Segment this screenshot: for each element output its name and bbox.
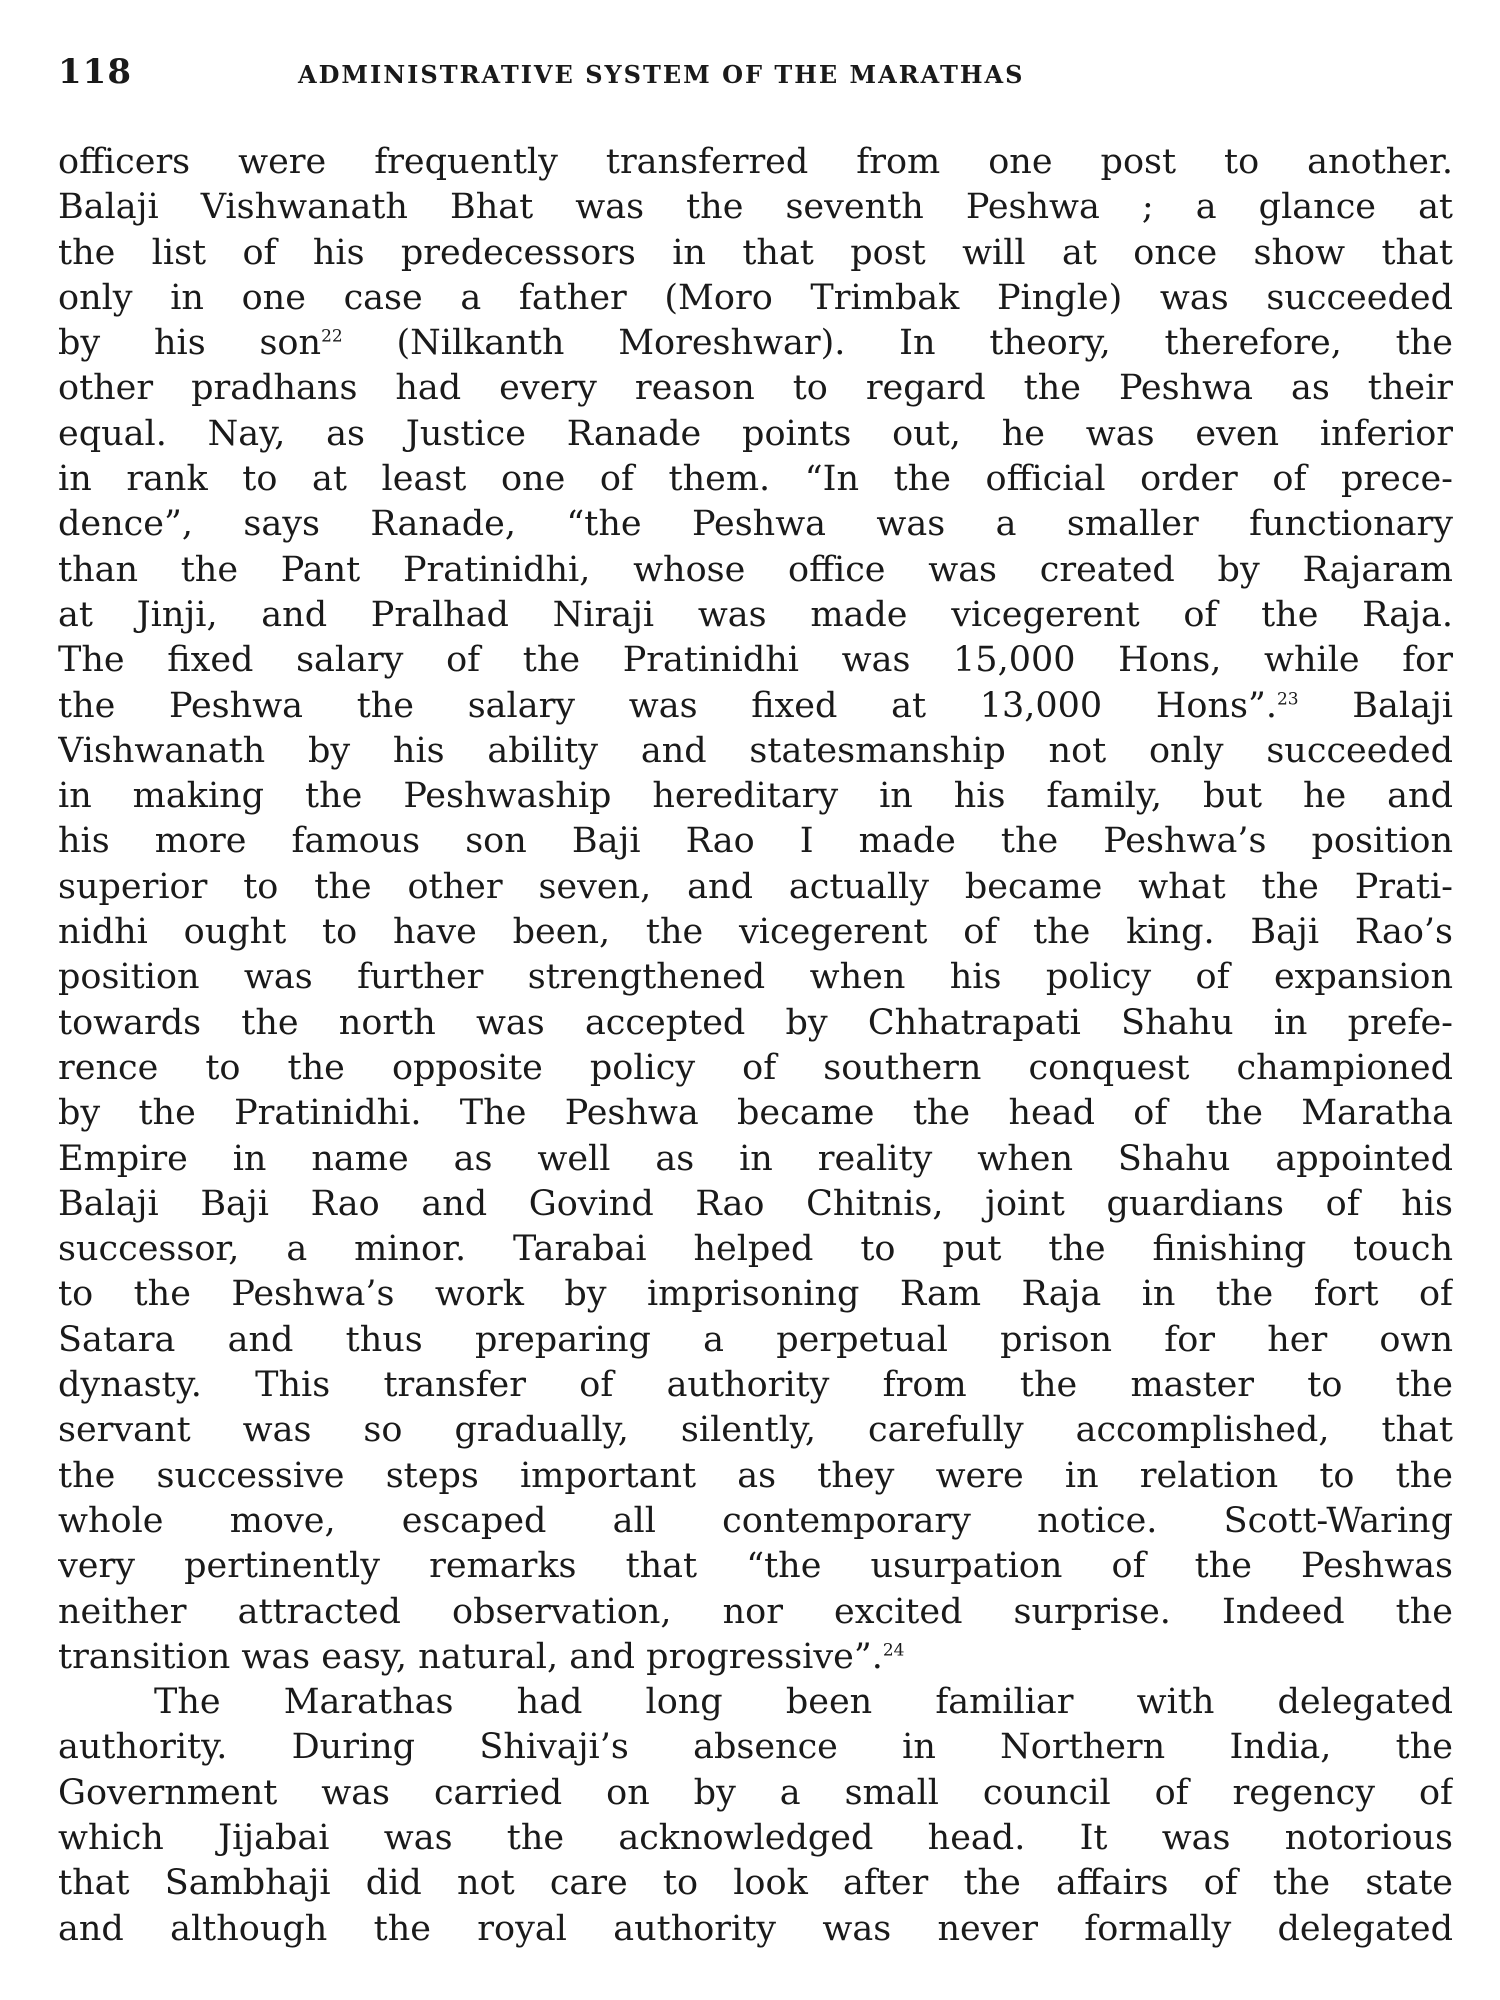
text-line: equal. Nay, as Justice Ranade points out, he was even inferior [58,413,1453,454]
text-line: other pradhans had every reason to regard the Peshwa as their [58,368,1453,409]
text-line: the Peshwa the salary was fixed at 13,000 Hons”.$^{23}$ Balaji [58,685,1453,726]
text-line: than the Pant Pratinidhi, whose office was created by Rajaram [58,549,1453,590]
text-line: servant was so gradually, silently, carefully accomplished, that [58,1410,1453,1451]
text-line: by the Pratinidhi. The Peshwa became the head of the Maratha [58,1093,1453,1134]
text-line: that Sambhaji did not care to look after the affairs of the state [58,1863,1453,1904]
text-line: only in one case a father (Moro Trimbak Pingle) was succeeded [58,277,1453,318]
page-header [58,52,1448,102]
text-line: successor, a minor. Tarabai helped to put the finishing touch [58,1229,1453,1270]
text-line: superior to the other seven, and actually became what the Prati- [58,866,1453,907]
text-line: and although the royal authority was never formally delegated [58,1908,1453,1949]
running-head: ADMINISTRATIVE SYSTEM OF THE MARATHAS [298,60,1025,89]
text-line: in rank to at least one of them. “In the official order of prece- [58,459,1453,500]
text-line: the list of his predecessors in that post will at once show that [58,232,1453,273]
paragraph-2 [58,1680,1453,1952]
body-text [58,140,1453,1952]
footnote-marker: 22 [321,326,343,347]
text-line: the successive steps important as they were in relation to the [58,1455,1453,1496]
text-line: neither attracted observation, nor excited surprise. Indeed the [58,1591,1453,1632]
text-line: authority. During Shivaji’s absence in Northern India, the [58,1727,1453,1768]
text-line: his more famous son Baji Rao I made the Peshwa’s position [58,821,1453,862]
text-line: Government was carried on by a small council of regency of [58,1772,1453,1813]
text-line: Satara and thus preparing a perpetual prison for her own [58,1319,1453,1360]
text-line: which Jijabai was the acknowledged head. It was notorious [58,1817,1453,1858]
text-line: dynasty. This transfer of authority from the master to the [58,1365,1453,1406]
text-line: rence to the opposite policy of southern conquest championed [58,1047,1453,1088]
text-line: very pertinently remarks that “the usurpation of the Peshwas [58,1546,1453,1587]
footnote-marker: 23 [1276,688,1299,709]
footnote-marker: 24 [882,1640,905,1661]
text-line: Balaji Vishwanath Bhat was the seventh Peshwa ; a glance at [58,187,1453,228]
text-line: position was further strengthened when his policy of expansion [58,957,1453,998]
text-line: to the Peshwa’s work by imprisoning Ram Raja in the fort of [58,1274,1453,1315]
text-line: whole move, escaped all contemporary notice. Scott-Waring [58,1500,1453,1541]
page-number: 118 [58,52,132,92]
text-line: nidhi ought to have been, the vicegerent of the king. Baji Rao’s [58,912,1453,953]
paragraph-1 [58,140,1453,1680]
text-line: Empire in name as well as in reality when Shahu appointed [58,1138,1453,1179]
text-line: by his son$^{22}$ (Nilkanth Moreshwar). In theory, therefore, the [58,323,1453,364]
text-line: Vishwanath by his ability and statesmanship not only succeeded [58,730,1453,771]
text-line: officers were frequently transferred from one post to another. [58,142,1453,182]
text-line: towards the north was accepted by Chhatrapati Shahu in prefe- [58,1002,1453,1043]
text-line: at Jinji, and Pralhad Niraji was made vicegerent of the Raja. [58,594,1453,635]
text-line: Balaji Baji Rao and Govind Rao Chitnis, joint guardians of his [58,1183,1453,1224]
text-line: in making the Peshwaship hereditary in his family, but he and [58,776,1453,817]
text-line: transition was easy, natural, and progressive”.$^{24}$ [58,1636,905,1677]
text-line: dence”, says Ranade, “the Peshwa was a smaller functionary [58,504,1453,545]
text-line: The Marathas had long been familiar with delegated [154,1682,1453,1723]
text-line: The fixed salary of the Pratinidhi was 15,000 Hons, while for [58,640,1453,681]
